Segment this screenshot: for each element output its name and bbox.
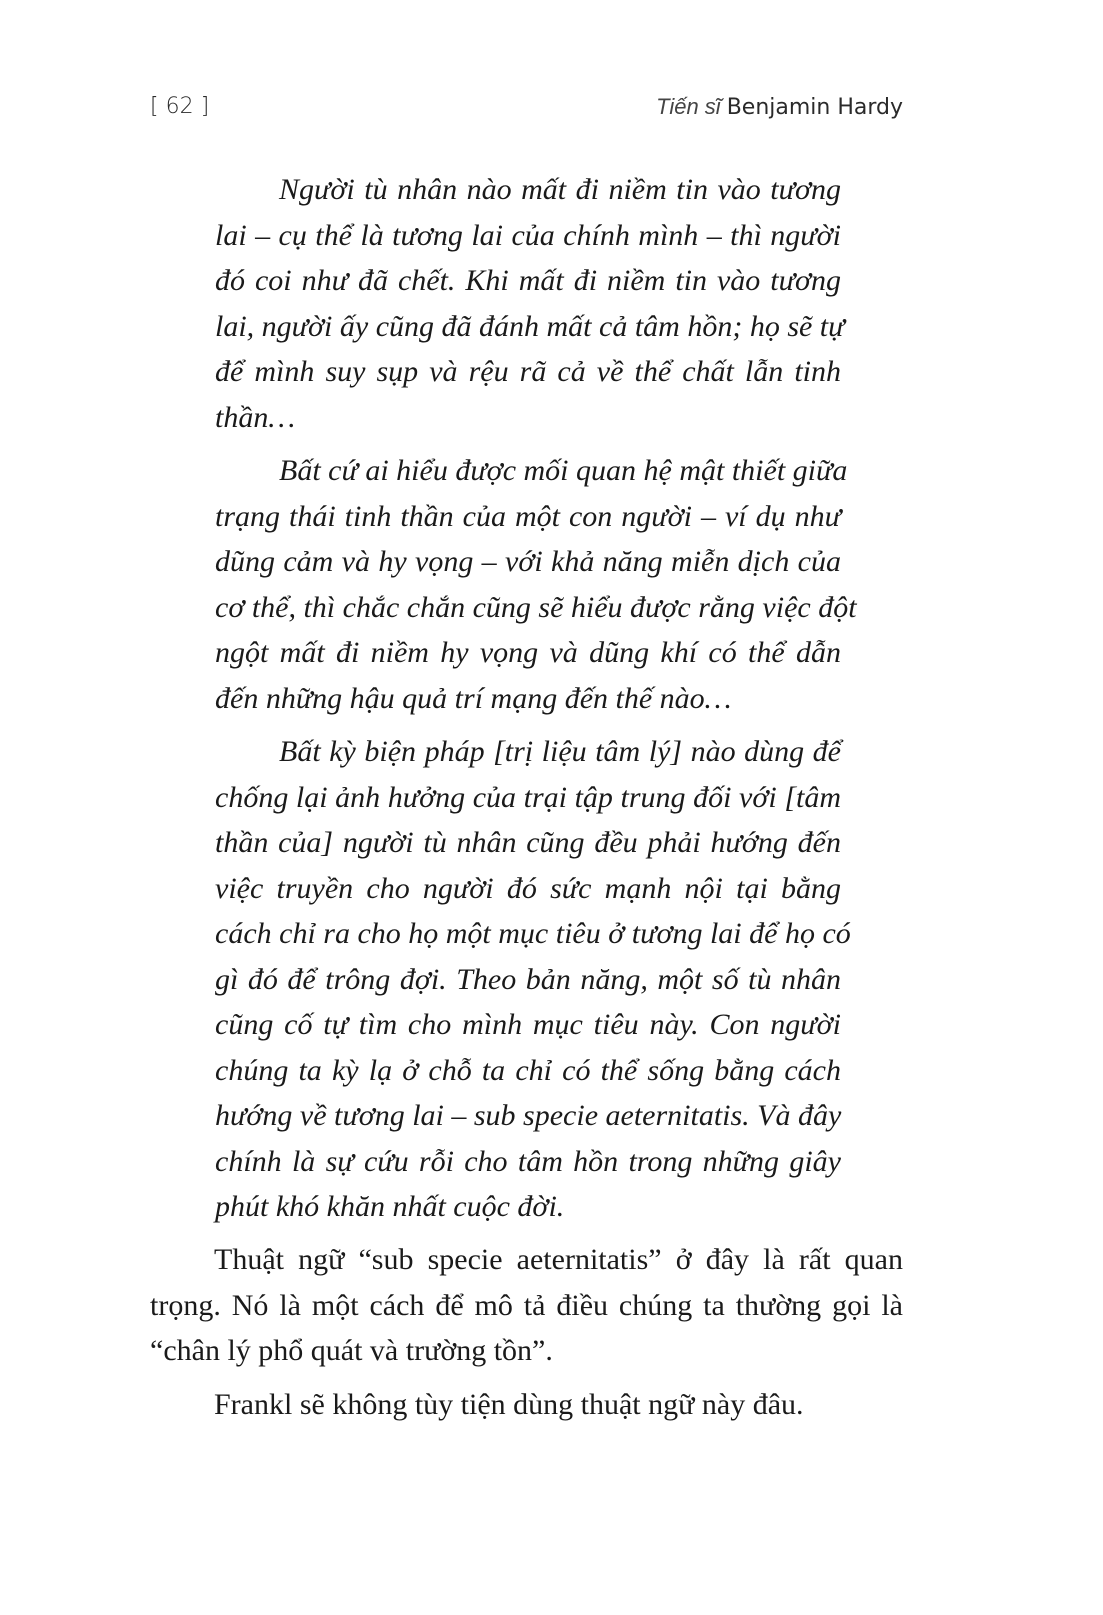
text-line: ngột mất đi niềm hy vọng và dũng khí có thể dẫn	[215, 636, 841, 669]
text-line: hướng về tương lai – sub specie aeternitatis. Và đây	[215, 1099, 842, 1132]
text-line: phút khó khăn nhất cuộc đời.	[215, 1190, 565, 1223]
block-quote-paragraph-2	[215, 448, 857, 721]
text-line: dũng cảm và hy vọng – với khả năng miễn dịch của	[215, 545, 841, 578]
text-line: thần…	[215, 400, 296, 434]
page-number: [ 62 ]	[150, 94, 210, 119]
text-line: gì đó để trông đợi. Theo bản năng, một số tù nhân	[215, 962, 841, 996]
text-line: trạng thái tinh thần của một con người – ví dụ như	[215, 499, 841, 533]
text-line: đó coi như đã chết. Khi mất đi niềm tin vào tương	[215, 264, 841, 297]
text-line: cũng cố tự tìm cho mình mục tiêu này. Con người	[215, 1008, 841, 1041]
text-line: chống lại ảnh hưởng của trại tập trung đối với [tâm	[215, 780, 841, 814]
text-line: Bất kỳ biện pháp [trị liệu tâm lý] nào dùng để	[279, 735, 841, 768]
text-line: việc truyền cho người đó sức mạnh nội tại bằng	[215, 871, 841, 905]
text-line: chúng ta kỳ lạ ở chỗ ta chỉ có thể sống bằng cách	[215, 1053, 841, 1087]
running-title-prefix: Tiến sĩ	[656, 94, 721, 119]
running-header	[656, 92, 903, 123]
text-line: thần của] người tù nhân cũng đều phải hướng đến	[215, 826, 841, 859]
text-line: chính là sự cứu rỗi cho tâm hồn trong những giây	[215, 1144, 841, 1178]
text-line: Thuật ngữ “sub specie aeternitatis” ở đây là rất quan	[214, 1243, 903, 1276]
text-line: trọng. Nó là một cách để mô tả điều chúng ta thường gọi là	[150, 1288, 903, 1322]
text-line: Người tù nhân nào mất đi niềm tin vào tương	[279, 173, 841, 206]
text-line: Frankl sẽ không tùy tiện dùng thuật ngữ này đâu.	[214, 1388, 804, 1421]
text-line: lai – cụ thể là tương lai của chính mình – thì người	[215, 218, 841, 252]
text-line: “chân lý phổ quát và trường tồn”.	[150, 1334, 553, 1367]
text-line: cách chỉ ra cho họ một mục tiêu ở tương lai để họ có	[215, 917, 851, 950]
running-title-author: Benjamin Hardy	[726, 95, 903, 120]
text-line: Bất cứ ai hiểu được mối quan hệ mật thiết giữa	[279, 454, 848, 487]
text-line: cơ thể, thì chắc chắn cũng sẽ hiểu được rằng việc đột	[215, 590, 857, 624]
body-paragraph-2	[150, 1382, 903, 1428]
text-line: đến những hậu quả trí mạng đến thế nào…	[215, 681, 732, 715]
body-paragraph-1	[150, 1237, 903, 1374]
block-quote-paragraph-3	[215, 729, 851, 1230]
block-quote-paragraph-1	[215, 167, 845, 440]
text-line: lai, người ấy cũng đã đánh mất cả tâm hồn; họ sẽ tự	[215, 309, 845, 343]
text-line: để mình suy sụp và rệu rã cả về thể chất lẫn tinh	[215, 355, 841, 388]
